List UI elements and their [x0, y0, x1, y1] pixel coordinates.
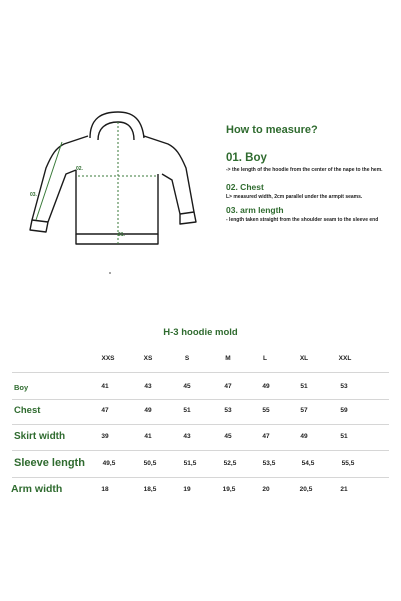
arm-measure-line	[36, 142, 62, 220]
table-cell: 49,5	[102, 460, 116, 467]
measure-boy-heading: 01. Boy	[226, 152, 267, 164]
size-header-cell: XL	[299, 355, 309, 362]
table-cell: 20	[262, 486, 270, 493]
table-cell: 21	[340, 486, 348, 493]
table-cell: 51	[300, 383, 308, 390]
table-cell: 39	[101, 433, 109, 440]
measure-chest-heading: 02. Chest	[226, 182, 264, 192]
table-cell: 19,5	[222, 486, 236, 493]
table-cell: 51	[183, 407, 191, 414]
table-row	[0, 428, 401, 448]
table-divider	[12, 450, 389, 451]
table-cell: 43	[144, 383, 152, 390]
table-cell: 59	[340, 407, 348, 414]
table-cell: 19	[183, 486, 191, 493]
table-cell: 47	[262, 433, 270, 440]
stray-dot	[109, 272, 111, 274]
table-cell: 51	[340, 433, 348, 440]
diagram-label-01: 01.	[118, 232, 125, 238]
table-divider	[12, 399, 389, 400]
table-cell: 41	[144, 433, 152, 440]
table-cell: 50,5	[143, 460, 157, 467]
table-cell: 18,5	[143, 486, 157, 493]
table-cell: 47	[224, 383, 232, 390]
hoodie-illustration	[22, 108, 208, 260]
table-cell: 55,5	[341, 460, 355, 467]
measure-arm-desc: - length taken straight from the shoulder seam to the sleeve end	[226, 217, 379, 223]
table-divider	[12, 477, 389, 478]
measure-chest-desc: L> measured width, 2cm parallel under the armpit seams.	[226, 194, 363, 200]
table-row	[0, 402, 401, 422]
table-cell: 55	[262, 407, 270, 414]
row-label-chest: Chest	[14, 405, 41, 416]
measure-boy-desc: -> the length of the hoodie from the center of the nape to the hem.	[226, 167, 383, 173]
table-cell: 41	[101, 383, 109, 390]
table-divider	[12, 372, 389, 373]
size-header-cell: M	[225, 355, 231, 362]
table-cell: 18	[101, 486, 109, 493]
table-row	[0, 481, 401, 501]
table-cell: 53	[224, 407, 232, 414]
size-header-cell: XXS	[101, 355, 115, 362]
table-cell: 49	[262, 383, 270, 390]
row-label-boy: Boy	[14, 383, 29, 392]
table-divider	[12, 424, 389, 425]
table-row	[0, 455, 401, 475]
how-to-measure	[222, 124, 398, 223]
table-cell: 49	[144, 407, 152, 414]
table-cell: 57	[300, 407, 308, 414]
row-label-skirt-width: Skirt width	[14, 431, 66, 442]
table-cell: 45	[224, 433, 232, 440]
size-header-cell: S	[184, 355, 190, 362]
measure-arm-heading: 03. arm length	[226, 205, 284, 215]
table-cell: 52,5	[223, 460, 237, 467]
size-header-cell: XS	[143, 355, 153, 362]
table-cell: 20,5	[299, 486, 313, 493]
table-cell: 49	[300, 433, 308, 440]
diagram-label-03: 03.	[30, 192, 37, 198]
size-header-cell: L	[263, 355, 267, 362]
table-cell: 45	[183, 383, 191, 390]
diagram-label-02: 02.	[76, 166, 83, 172]
table-row	[0, 378, 401, 398]
table-cell: 53,5	[262, 460, 276, 467]
hoodie-diagram	[22, 108, 208, 260]
table-cell: 47	[101, 407, 109, 414]
size-header-cell: XXL	[338, 355, 352, 362]
table-cell: 43	[183, 433, 191, 440]
table-cell: 51,5	[183, 460, 197, 467]
table-cell: 53	[340, 383, 348, 390]
row-label-sleeve-length: Sleeve length	[14, 457, 85, 469]
table-cell: 54,5	[301, 460, 315, 467]
table-title: H-3 hoodie mold	[163, 327, 238, 338]
how-to-measure-title: How to measure?	[226, 124, 318, 136]
size-header-row	[0, 355, 401, 367]
row-label-arm-width: Arm width	[11, 483, 63, 495]
